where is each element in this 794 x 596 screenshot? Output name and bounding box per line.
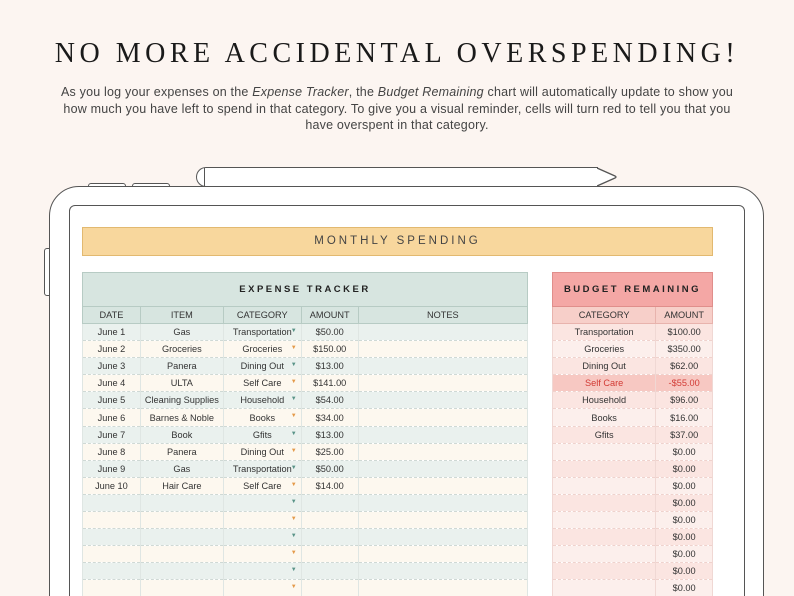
table-row xyxy=(83,460,528,477)
cell-date[interactable]: June 5 xyxy=(83,392,141,409)
cell-date[interactable] xyxy=(83,563,141,580)
table-row xyxy=(83,375,528,392)
budget-cell-amount: $96.00 xyxy=(656,392,713,409)
cell-amount[interactable]: $54.00 xyxy=(301,392,358,409)
budget-cell-category: Self Care xyxy=(553,375,656,392)
budget-row xyxy=(553,512,713,529)
budget-cell-amount: $0.00 xyxy=(656,580,713,596)
budget-cell-category xyxy=(553,580,656,596)
cell-amount[interactable]: $34.00 xyxy=(301,409,358,426)
budget-cell-amount: $0.00 xyxy=(656,494,713,511)
dropdown-caret-icon[interactable]: ▼ xyxy=(290,550,297,557)
dropdown-caret-icon[interactable]: ▼ xyxy=(290,413,297,420)
budget-cell-category: Household xyxy=(553,392,656,409)
budget-cell-category: Dining Out xyxy=(553,358,656,375)
cell-date[interactable] xyxy=(83,580,141,596)
budget-row xyxy=(553,375,713,392)
cell-item[interactable] xyxy=(140,494,223,511)
expense-tracker-title: EXPENSE TRACKER xyxy=(83,273,528,307)
budget-remaining-table xyxy=(552,272,713,596)
dropdown-caret-icon[interactable]: ▼ xyxy=(290,447,297,454)
category-value: Dining Out xyxy=(240,361,284,372)
cell-notes[interactable] xyxy=(358,375,527,392)
table-row xyxy=(83,358,528,375)
cell-item[interactable]: Panera xyxy=(140,443,223,460)
table-row xyxy=(83,494,528,511)
budget-row xyxy=(553,392,713,409)
cell-date[interactable] xyxy=(83,546,141,563)
budget-cell-amount: $0.00 xyxy=(656,477,713,494)
budget-row xyxy=(553,426,713,443)
table-row xyxy=(83,443,528,460)
dropdown-caret-icon[interactable]: ▼ xyxy=(290,464,297,471)
budget-row xyxy=(553,341,713,358)
budget-cell-category xyxy=(553,563,656,580)
budget-cell-category xyxy=(553,529,656,546)
table-row xyxy=(83,341,528,358)
headline: NO MORE ACCIDENTAL OVERSPENDING! xyxy=(54,38,740,69)
cell-notes[interactable] xyxy=(358,443,527,460)
cell-notes[interactable] xyxy=(358,546,527,563)
cell-date[interactable] xyxy=(83,494,141,511)
cell-amount[interactable]: $50.00 xyxy=(301,324,358,341)
cell-item[interactable]: Groceries xyxy=(140,341,223,358)
budget-cell-category xyxy=(553,477,656,494)
dropdown-caret-icon[interactable]: ▼ xyxy=(290,328,297,334)
category-value: Self Care xyxy=(243,480,282,491)
cell-notes[interactable] xyxy=(358,512,527,529)
budget-row xyxy=(553,580,713,596)
cell-notes[interactable] xyxy=(358,529,527,546)
cell-amount[interactable] xyxy=(301,529,358,546)
cell-notes[interactable] xyxy=(358,358,527,375)
cell-date[interactable]: June 7 xyxy=(83,426,141,443)
table-row xyxy=(83,512,528,529)
dropdown-caret-icon[interactable]: ▼ xyxy=(290,584,297,591)
budget-cell-amount: $37.00 xyxy=(656,426,713,443)
dropdown-caret-icon[interactable]: ▼ xyxy=(290,481,297,488)
cell-item[interactable]: Panera xyxy=(140,358,223,375)
budget-cell-amount: $0.00 xyxy=(656,443,713,460)
expense-tracker-table xyxy=(82,272,528,596)
cell-item[interactable]: ULTA xyxy=(140,375,223,392)
budget-cell-amount: $62.00 xyxy=(656,358,713,375)
table-row xyxy=(83,529,528,546)
budget-cell-category xyxy=(553,546,656,563)
column-header-amount: AMOUNT xyxy=(301,307,358,324)
cell-notes[interactable] xyxy=(358,409,527,426)
cell-amount[interactable] xyxy=(301,546,358,563)
cell-date[interactable] xyxy=(83,529,141,546)
cell-notes[interactable] xyxy=(358,426,527,443)
budget-header-category: CATEGORY xyxy=(553,307,656,324)
table-row xyxy=(83,580,528,596)
cell-item[interactable]: Gas xyxy=(140,324,223,341)
cell-item[interactable] xyxy=(140,546,223,563)
cell-amount[interactable] xyxy=(301,580,358,596)
description: As you log your expenses on the Expense Tracker, the Budget Remaining chart will automatically update to show you how much you have left to spend in that category. To give you a visual reminder, cells will turn red to tell you that you have overspent in that category. xyxy=(60,85,734,132)
cell-date[interactable]: June 10 xyxy=(83,477,141,494)
cell-category[interactable] xyxy=(223,409,301,426)
budget-row xyxy=(553,494,713,511)
cell-date[interactable]: June 4 xyxy=(83,375,141,392)
cell-category[interactable] xyxy=(223,443,301,460)
cell-date[interactable]: June 1 xyxy=(83,324,141,341)
budget-row xyxy=(553,324,713,341)
category-value: Self Care xyxy=(243,378,282,389)
cell-category[interactable] xyxy=(223,392,301,409)
dropdown-caret-icon[interactable]: ▼ xyxy=(290,362,297,369)
cell-date[interactable]: June 6 xyxy=(83,409,141,426)
budget-cell-category: Groceries xyxy=(553,341,656,358)
column-header-category: CATEGORY xyxy=(223,307,301,324)
cell-category[interactable] xyxy=(223,460,301,477)
cell-category[interactable] xyxy=(223,546,301,563)
cell-category[interactable] xyxy=(223,477,301,494)
cell-item[interactable]: Book xyxy=(140,426,223,443)
dropdown-caret-icon[interactable]: ▼ xyxy=(290,498,297,505)
cell-notes[interactable] xyxy=(358,494,527,511)
cell-amount[interactable] xyxy=(301,563,358,580)
category-value: Household xyxy=(240,395,285,406)
cell-amount[interactable]: $25.00 xyxy=(301,443,358,460)
cell-date[interactable]: June 2 xyxy=(83,341,141,358)
category-value: Transportation xyxy=(232,327,292,338)
budget-row xyxy=(553,546,713,563)
cell-category[interactable] xyxy=(223,494,301,511)
cell-date[interactable]: June 3 xyxy=(83,358,141,375)
cell-amount[interactable]: $13.00 xyxy=(301,358,358,375)
cell-item[interactable] xyxy=(140,580,223,596)
cell-item[interactable]: Gas xyxy=(140,460,223,477)
cell-item[interactable]: Hair Care xyxy=(140,477,223,494)
column-header-date: DATE xyxy=(83,307,141,324)
category-value: Dining Out xyxy=(240,446,284,457)
cell-notes[interactable] xyxy=(358,460,527,477)
category-value: Gfits xyxy=(252,429,272,440)
monthly-spending-banner: MONTHLY SPENDING xyxy=(82,227,713,256)
budget-row xyxy=(553,443,713,460)
cell-date[interactable] xyxy=(83,512,141,529)
cell-item[interactable] xyxy=(140,512,223,529)
cell-item[interactable]: Cleaning Supplies xyxy=(140,392,223,409)
pencil-illustration xyxy=(196,167,598,187)
budget-row xyxy=(553,358,713,375)
column-header-notes: NOTES xyxy=(358,307,527,324)
cell-date[interactable]: June 9 xyxy=(83,460,141,477)
budget-cell-amount: $350.00 xyxy=(656,341,713,358)
budget-cell-category: Gfits xyxy=(553,426,656,443)
dropdown-caret-icon[interactable]: ▼ xyxy=(290,533,297,540)
budget-cell-amount: -$55.00 xyxy=(656,375,713,392)
table-row xyxy=(83,546,528,563)
cell-category[interactable] xyxy=(223,580,301,596)
cell-notes[interactable] xyxy=(358,324,527,341)
cell-amount[interactable] xyxy=(301,494,358,511)
budget-remaining-title: BUDGET REMAINING xyxy=(553,273,713,307)
cell-date[interactable]: June 8 xyxy=(83,443,141,460)
budget-cell-category: Books xyxy=(553,409,656,426)
table-row xyxy=(83,477,528,494)
dropdown-caret-icon[interactable]: ▼ xyxy=(290,345,297,352)
category-value: Transportation xyxy=(232,463,292,474)
cell-category[interactable] xyxy=(223,375,301,392)
cell-amount[interactable]: $141.00 xyxy=(301,375,358,392)
budget-header-amount: AMOUNT xyxy=(656,307,713,324)
cell-item[interactable] xyxy=(140,529,223,546)
budget-cell-amount: $0.00 xyxy=(656,546,713,563)
budget-cell-category: Transportation xyxy=(553,324,656,341)
budget-cell-category xyxy=(553,494,656,511)
cell-notes[interactable] xyxy=(358,341,527,358)
table-row xyxy=(83,409,528,426)
column-header-item: ITEM xyxy=(140,307,223,324)
budget-row xyxy=(553,563,713,580)
budget-row xyxy=(553,409,713,426)
cell-notes[interactable] xyxy=(358,392,527,409)
cell-category[interactable] xyxy=(223,529,301,546)
budget-cell-amount: $0.00 xyxy=(656,563,713,580)
cell-category[interactable] xyxy=(223,563,301,580)
dropdown-caret-icon[interactable]: ▼ xyxy=(290,430,297,437)
table-row xyxy=(83,324,528,341)
cell-notes[interactable] xyxy=(358,563,527,580)
pencil-band xyxy=(204,168,205,186)
cell-category[interactable] xyxy=(223,358,301,375)
table-row xyxy=(83,563,528,580)
cell-amount[interactable] xyxy=(301,512,358,529)
dropdown-caret-icon[interactable]: ▼ xyxy=(290,516,297,523)
cell-amount[interactable]: $13.00 xyxy=(301,426,358,443)
dropdown-caret-icon[interactable]: ▼ xyxy=(290,396,297,403)
cell-category[interactable] xyxy=(223,324,301,341)
budget-cell-amount: $0.00 xyxy=(656,529,713,546)
budget-row xyxy=(553,477,713,494)
cell-category[interactable] xyxy=(223,512,301,529)
budget-cell-amount: $0.00 xyxy=(656,460,713,477)
budget-row xyxy=(553,460,713,477)
budget-cell-category xyxy=(553,460,656,477)
cell-amount[interactable]: $14.00 xyxy=(301,477,358,494)
cell-category[interactable] xyxy=(223,341,301,358)
budget-cell-amount: $16.00 xyxy=(656,409,713,426)
cell-notes[interactable] xyxy=(358,580,527,596)
budget-cell-amount: $100.00 xyxy=(656,324,713,341)
cell-item[interactable]: Barnes & Noble xyxy=(140,409,223,426)
budget-cell-category xyxy=(553,512,656,529)
cell-amount[interactable]: $150.00 xyxy=(301,341,358,358)
cell-category[interactable] xyxy=(223,426,301,443)
budget-row xyxy=(553,529,713,546)
table-row xyxy=(83,426,528,443)
table-row xyxy=(83,392,528,409)
cell-item[interactable] xyxy=(140,563,223,580)
budget-cell-amount: $0.00 xyxy=(656,512,713,529)
dropdown-caret-icon[interactable]: ▼ xyxy=(290,379,297,386)
budget-cell-category xyxy=(553,443,656,460)
dropdown-caret-icon[interactable]: ▼ xyxy=(290,567,297,574)
category-value: Books xyxy=(249,412,276,423)
cell-notes[interactable] xyxy=(358,477,527,494)
category-value: Groceries xyxy=(242,344,283,355)
pencil-tip-icon xyxy=(597,167,617,187)
cell-amount[interactable]: $50.00 xyxy=(301,460,358,477)
